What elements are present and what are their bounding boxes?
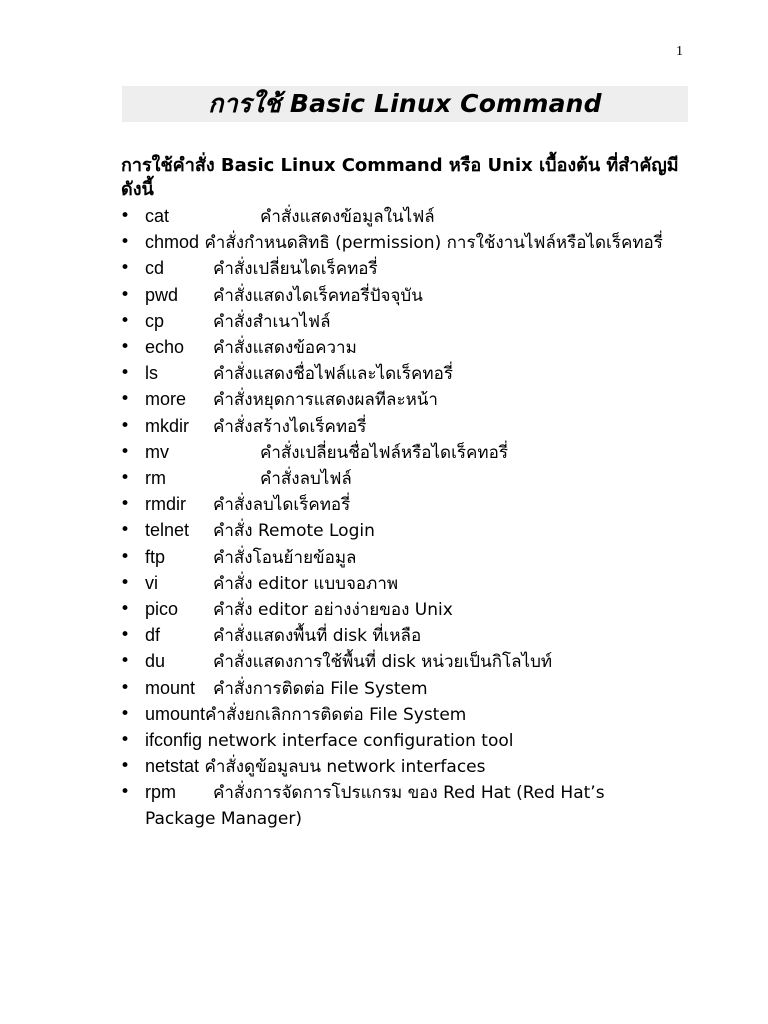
command-name: telnet <box>145 520 190 541</box>
bullet-icon: • <box>119 572 131 593</box>
command-name: df <box>145 625 161 646</box>
list-item <box>118 309 678 335</box>
list-item <box>118 361 678 387</box>
command-description: คำสั่งแสดงข้อความ <box>213 338 357 359</box>
page-title: การใช้ Basic Linux Command <box>208 89 602 118</box>
list-item <box>118 335 678 361</box>
bullet-icon: • <box>119 520 131 541</box>
bullet-icon: • <box>119 703 131 724</box>
list-item <box>118 728 678 754</box>
command-description: คำสั่ง editor อย่างง่ายของ Unix <box>213 600 453 621</box>
command-description: คำสั่งสำเนาไฟล์ <box>213 311 331 332</box>
command-description: คำสั่งการติดต่อ File System <box>213 678 428 699</box>
list-item <box>118 466 678 492</box>
bullet-icon: • <box>119 625 131 646</box>
list-item <box>118 780 678 831</box>
list-item <box>118 283 678 309</box>
command-name: ftp <box>145 546 166 567</box>
list-item <box>118 571 678 597</box>
bullet-icon: • <box>119 546 131 567</box>
bullet-icon: • <box>119 468 131 489</box>
command-name: pico <box>145 599 179 620</box>
command-name: chmod <box>145 232 200 253</box>
bullet-icon: • <box>119 599 131 620</box>
list-item <box>118 623 678 649</box>
bullet-icon: • <box>119 284 131 305</box>
command-description: คำสั่งเปลี่ยนไดเร็คทอรี่ <box>213 259 378 280</box>
command-description: คำสั่งเปลี่ยนชื่อไฟล์หรือไดเร็คทอรี่ <box>260 442 508 463</box>
title-banner <box>122 86 688 122</box>
command-name: rm <box>145 468 166 489</box>
bullet-icon: • <box>119 389 131 410</box>
list-item <box>118 597 678 623</box>
list-item <box>118 414 678 440</box>
page-number: 1 <box>676 44 683 59</box>
list-item <box>118 256 678 282</box>
bullet-icon: • <box>119 441 131 462</box>
list-item <box>118 440 678 466</box>
list-item <box>118 518 678 544</box>
command-name: echo <box>145 337 185 358</box>
command-name: cp <box>145 310 165 331</box>
command-description: คำสั่งลบไดเร็คทอรี่ <box>213 495 351 516</box>
command-name: cat <box>145 206 170 226</box>
command-name: more <box>145 389 187 410</box>
command-name: vi <box>145 572 158 593</box>
command-name: du <box>145 651 166 672</box>
bullet-icon: • <box>119 494 131 515</box>
command-name: rmdir <box>145 494 186 515</box>
intro-paragraph: การใช้คำสั่ง Basic Linux Command หรือ Unix เบื้องต้น ที่สำคัญมีดังนี้ <box>121 155 679 200</box>
command-description: คำสั่งการจัดการโปรแกรม ของ Red Hat (Red Hat’s Package Manager) <box>145 783 605 829</box>
command-description: คำสั่งแสดงข้อมูลในไฟล์ <box>260 207 435 227</box>
bullet-icon: • <box>119 258 131 279</box>
command-description: คำสั่งดูข้อมูลบน network interfaces <box>204 757 486 778</box>
command-description: คำสั่งยกเลิกการติดต่อ File System <box>205 704 467 725</box>
list-item <box>118 230 678 256</box>
command-description: คำสั่งแสดงชื่อไฟล์และไดเร็คทอรี่ <box>213 364 453 385</box>
command-description: network interface configuration tool <box>207 731 514 752</box>
list-item <box>118 387 678 413</box>
command-name: pwd <box>145 284 179 305</box>
command-name: netstat <box>145 756 200 777</box>
list-item <box>118 676 678 702</box>
command-name: umount <box>145 703 206 724</box>
bullet-icon: • <box>119 677 131 698</box>
list-item <box>118 204 678 230</box>
command-description: คำสั่งสร้างไดเร็คทอรี่ <box>213 416 367 437</box>
command-description: คำสั่ง Remote Login <box>213 521 375 542</box>
command-description: คำสั่งแสดงการใช้พื้นที่ disk หน่วยเป็นกิโลไบท์ <box>213 652 553 673</box>
command-description: คำสั่งกำหนดสิทธิ (permission) การใช้งานไฟล์หรือไดเร็คทอรี่ <box>204 233 663 254</box>
command-name: mv <box>145 441 169 462</box>
command-description: คำสั่งหยุดการแสดงผลทีละหน้า <box>213 390 438 411</box>
bullet-icon: • <box>119 415 131 436</box>
bullet-icon: • <box>119 232 131 253</box>
bullet-icon: • <box>119 337 131 358</box>
bullet-icon: • <box>119 363 131 384</box>
command-list <box>118 204 678 832</box>
list-item <box>118 545 678 571</box>
list-item <box>118 492 678 518</box>
command-description: คำสั่งแสดงไดเร็คทอรี่ปัจจุบัน <box>213 285 423 306</box>
bullet-icon: • <box>119 206 131 226</box>
command-name: ls <box>145 363 158 384</box>
bullet-icon: • <box>119 730 131 751</box>
command-description: คำสั่งลบไฟล์ <box>260 469 352 490</box>
command-name: mkdir <box>145 415 189 436</box>
command-name: rpm <box>145 782 176 803</box>
command-name: cd <box>145 258 165 279</box>
list-item <box>118 754 678 780</box>
command-description: คำสั่งโอนย้ายข้อมูล <box>213 547 357 568</box>
list-item <box>118 649 678 675</box>
command-description: คำสั่งแสดงพื้นที่ disk ที่เหลือ <box>213 626 422 647</box>
bullet-icon: • <box>119 756 131 777</box>
command-name: ifconfig <box>145 730 203 751</box>
command-description: คำสั่ง editor แบบจอภาพ <box>213 573 399 594</box>
bullet-icon: • <box>119 782 131 803</box>
list-item <box>118 702 678 728</box>
bullet-icon: • <box>119 310 131 331</box>
bullet-icon: • <box>119 651 131 672</box>
command-name: mount <box>145 677 196 698</box>
